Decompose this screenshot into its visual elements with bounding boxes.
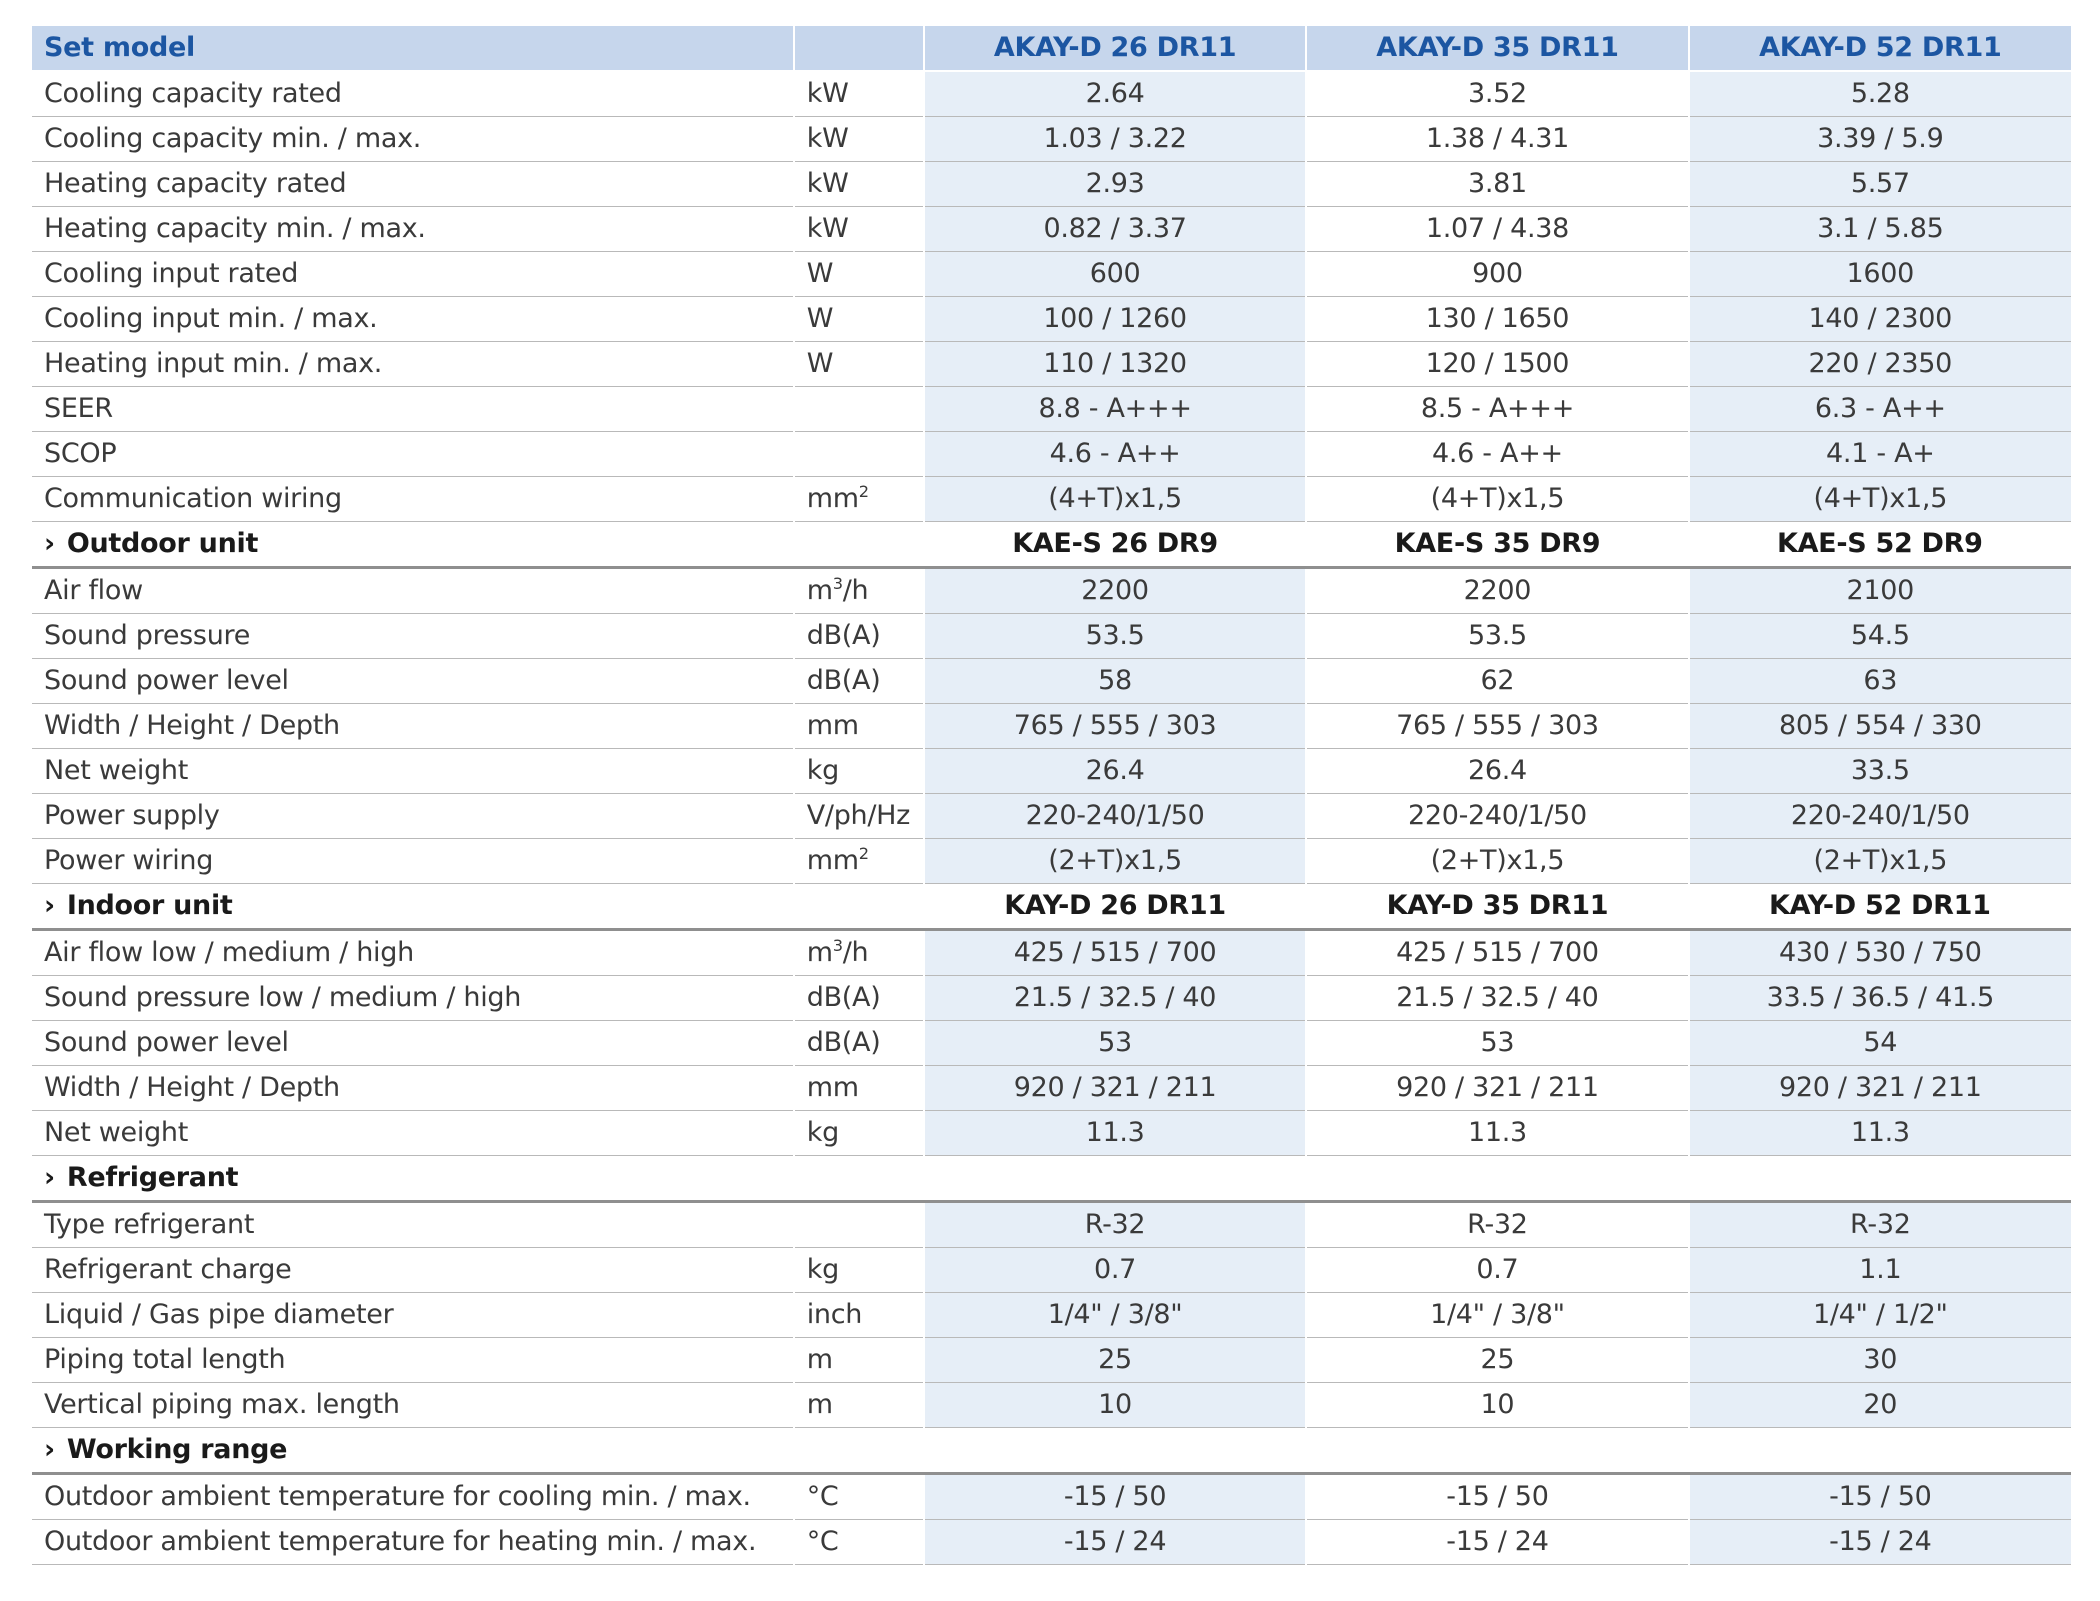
communication-wiring-value-2: (4+T)x1,5: [1306, 477, 1688, 522]
communication-wiring-value-1: (4+T)x1,5: [924, 477, 1306, 522]
heating-capacity-min-max-label: Heating capacity min. / max.: [44, 213, 426, 244]
refrigerant-charge-label-cell: [32, 1248, 794, 1293]
cooling-capacity-rated-label-cell: [32, 71, 794, 117]
heating-capacity-min-max-label-cell: [32, 207, 794, 252]
heating-capacity-min-max-value-2: 1.07 / 4.38: [1306, 207, 1688, 252]
power-wiring-label-cell: [32, 839, 794, 884]
outdoor-temp-heating-value-1: -15 / 24: [924, 1520, 1306, 1565]
power-wiring-unit-cell: [794, 839, 924, 884]
row-heating-input-min-max: [32, 342, 2071, 387]
outdoor-sound-power-level-label: Sound power level: [44, 665, 289, 696]
row-outdoor-net-weight: [32, 749, 2071, 794]
outdoor-temp-cooling-unit-cell: [794, 1474, 924, 1520]
cooling-capacity-min-max-value-1: 1.03 / 3.22: [924, 117, 1306, 162]
indoor-net-weight-label-cell: [32, 1111, 794, 1156]
spec-table: [32, 26, 2071, 1565]
outdoor-dimensions-value-1: 765 / 555 / 303: [924, 704, 1306, 749]
section-refrigerant: [32, 1156, 2071, 1202]
indoor-sound-power-level-label-cell: [32, 1021, 794, 1066]
outdoor-temp-heating-label-cell: [32, 1520, 794, 1565]
outdoor-net-weight-unit-cell: [794, 749, 924, 794]
type-refrigerant-unit-cell: [794, 1202, 924, 1248]
heating-input-min-max-label: Heating input min. / max.: [44, 348, 383, 379]
row-vertical-piping-max-length: [32, 1383, 2071, 1428]
piping-total-length-unit-cell: [794, 1338, 924, 1383]
indoor-sound-power-level-unit-cell: [794, 1021, 924, 1066]
pipe-diameter-label-cell: [32, 1293, 794, 1338]
heating-capacity-min-max-value-1: 0.82 / 3.37: [924, 207, 1306, 252]
outdoor-dimensions-value-3: 805 / 554 / 330: [1689, 704, 2071, 749]
row-heating-capacity-rated: [32, 162, 2071, 207]
outdoor-temp-cooling-value-1: -15 / 50: [924, 1474, 1306, 1520]
outdoor-sound-pressure-unit: dB(A): [806, 620, 881, 651]
row-indoor-sound-power-level: [32, 1021, 2071, 1066]
indoor-sound-pressure-label: Sound pressure low / medium / high: [44, 982, 522, 1013]
outdoor-temp-cooling-value-3: -15 / 50: [1689, 1474, 2071, 1520]
outdoor-sound-pressure-label: Sound pressure: [44, 620, 251, 651]
outdoor-unit-value-1: KAE-S 26 DR9: [924, 522, 1306, 568]
outdoor-unit-unit-cell: [794, 522, 924, 568]
power-wiring-label: Power wiring: [44, 845, 214, 876]
outdoor-temp-cooling-unit: °C: [806, 1481, 839, 1512]
cooling-capacity-min-max-unit: kW: [806, 123, 849, 154]
outdoor-dimensions-unit: mm: [806, 710, 859, 741]
vertical-piping-max-length-value-1: 10: [924, 1383, 1306, 1428]
indoor-net-weight-value-1: 11.3: [924, 1111, 1306, 1156]
cooling-capacity-rated-label: Cooling capacity rated: [44, 78, 342, 109]
outdoor-sound-power-level-value-3: 63: [1689, 659, 2071, 704]
scop-unit-cell: [794, 432, 924, 477]
indoor-sound-power-level-unit: dB(A): [806, 1027, 881, 1058]
working-range-label: Working range: [66, 1434, 288, 1465]
cooling-input-min-max-value-3: 140 / 2300: [1689, 297, 2071, 342]
piping-total-length-unit: m: [806, 1344, 833, 1375]
cooling-input-rated-unit-cell: [794, 252, 924, 297]
refrigerant-value-2: [1306, 1156, 1688, 1202]
cooling-capacity-min-max-label: Cooling capacity min. / max.: [44, 123, 422, 154]
cooling-input-min-max-unit: W: [806, 303, 834, 334]
row-communication-wiring: [32, 477, 2071, 522]
outdoor-sound-pressure-value-2: 53.5: [1306, 614, 1688, 659]
outdoor-air-flow-value-3: 2100: [1689, 568, 2071, 614]
outdoor-temp-heating-unit-cell: [794, 1520, 924, 1565]
chevron-right-icon: ›: [44, 1162, 55, 1193]
outdoor-dimensions-label-cell: [32, 704, 794, 749]
row-outdoor-temp-cooling: [32, 1474, 2071, 1520]
outdoor-net-weight-value-1: 26.4: [924, 749, 1306, 794]
indoor-air-flow-label: Air flow low / medium / high: [44, 937, 414, 968]
indoor-unit-value-3: KAY-D 52 DR11: [1689, 884, 2071, 930]
communication-wiring-unit-cell: [794, 477, 924, 522]
power-supply-unit: V/ph/Hz: [806, 800, 911, 831]
indoor-sound-power-level-value-2: 53: [1306, 1021, 1688, 1066]
indoor-air-flow-unit-tail: /h: [842, 937, 869, 968]
indoor-sound-pressure-value-1: 21.5 / 32.5 / 40: [924, 976, 1306, 1021]
section-indoor-unit: [32, 884, 2071, 930]
power-wiring-value-3: (2+T)x1,5: [1689, 839, 2071, 884]
outdoor-air-flow-unit-tail: /h: [842, 575, 869, 606]
outdoor-sound-power-level-unit-cell: [794, 659, 924, 704]
refrigerant-label: Refrigerant: [66, 1162, 239, 1193]
communication-wiring-unit-sup: 2: [858, 482, 869, 501]
outdoor-net-weight-value-3: 33.5: [1689, 749, 2071, 794]
type-refrigerant-label-cell: [32, 1202, 794, 1248]
power-wiring-unit: mm: [806, 845, 859, 876]
cooling-input-min-max-value-1: 100 / 1260: [924, 297, 1306, 342]
cooling-capacity-rated-value-3: 5.28: [1689, 71, 2071, 117]
indoor-air-flow-value-2: 425 / 515 / 700: [1306, 930, 1688, 976]
scop-value-1: 4.6 - A++: [924, 432, 1306, 477]
outdoor-unit-label: Outdoor unit: [66, 528, 259, 559]
power-wiring-value-2: (2+T)x1,5: [1306, 839, 1688, 884]
seer-unit-cell: [794, 387, 924, 432]
row-outdoor-air-flow: [32, 568, 2071, 614]
outdoor-net-weight-label: Net weight: [44, 755, 189, 786]
heating-input-min-max-unit-cell: [794, 342, 924, 387]
refrigerant-value-3: [1689, 1156, 2071, 1202]
outdoor-temp-heating-unit: °C: [806, 1526, 839, 1557]
indoor-dimensions-value-3: 920 / 321 / 211: [1689, 1066, 2071, 1111]
refrigerant-charge-value-2: 0.7: [1306, 1248, 1688, 1293]
heating-capacity-rated-value-2: 3.81: [1306, 162, 1688, 207]
indoor-net-weight-unit: kg: [806, 1117, 839, 1148]
working-range-unit-cell: [794, 1428, 924, 1474]
outdoor-sound-power-level-label-cell: [32, 659, 794, 704]
seer-label: SEER: [44, 393, 113, 424]
row-seer: [32, 387, 2071, 432]
chevron-right-icon: ›: [44, 528, 55, 559]
outdoor-dimensions-value-2: 765 / 555 / 303: [1306, 704, 1688, 749]
power-supply-value-1: 220-240/1/50: [924, 794, 1306, 839]
refrigerant-value-1: [924, 1156, 1306, 1202]
row-type-refrigerant: [32, 1202, 2071, 1248]
indoor-dimensions-value-1: 920 / 321 / 211: [924, 1066, 1306, 1111]
cooling-input-rated-value-1: 600: [924, 252, 1306, 297]
scop-label: SCOP: [44, 438, 117, 469]
outdoor-sound-pressure-label-cell: [32, 614, 794, 659]
refrigerant-charge-label: Refrigerant charge: [44, 1254, 292, 1285]
outdoor-unit-value-3: KAE-S 52 DR9: [1689, 522, 2071, 568]
heating-capacity-rated-label-cell: [32, 162, 794, 207]
row-refrigerant-charge: [32, 1248, 2071, 1293]
vertical-piping-max-length-label-cell: [32, 1383, 794, 1428]
refrigerant-charge-value-1: 0.7: [924, 1248, 1306, 1293]
seer-label-cell: [32, 387, 794, 432]
heating-capacity-rated-value-3: 5.57: [1689, 162, 2071, 207]
heating-capacity-min-max-unit-cell: [794, 207, 924, 252]
outdoor-air-flow-unit-sup: 3: [832, 574, 843, 593]
outdoor-net-weight-value-2: 26.4: [1306, 749, 1688, 794]
cooling-input-rated-unit: W: [806, 258, 834, 289]
heating-capacity-rated-unit: kW: [806, 168, 849, 199]
cooling-capacity-rated-unit: kW: [806, 78, 849, 109]
outdoor-sound-power-level-unit: dB(A): [806, 665, 881, 696]
piping-total-length-label-cell: [32, 1338, 794, 1383]
seer-value-3: 6.3 - A++: [1689, 387, 2071, 432]
indoor-sound-power-level-value-3: 54: [1689, 1021, 2071, 1066]
type-refrigerant-value-3: R-32: [1689, 1202, 2071, 1248]
cooling-input-rated-value-2: 900: [1306, 252, 1688, 297]
cooling-input-min-max-unit-cell: [794, 297, 924, 342]
refrigerant-charge-value-3: 1.1: [1689, 1248, 2071, 1293]
row-cooling-capacity-rated: [32, 71, 2071, 117]
type-refrigerant-label: Type refrigerant: [44, 1209, 255, 1240]
outdoor-temp-heating-value-3: -15 / 24: [1689, 1520, 2071, 1565]
vertical-piping-max-length-unit-cell: [794, 1383, 924, 1428]
heating-capacity-rated-unit-cell: [794, 162, 924, 207]
cooling-capacity-min-max-unit-cell: [794, 117, 924, 162]
model-col-1: AKAY-D 26 DR11: [924, 26, 1306, 71]
outdoor-sound-pressure-value-3: 54.5: [1689, 614, 2071, 659]
outdoor-temp-cooling-label: Outdoor ambient temperature for cooling min. / max.: [44, 1481, 751, 1512]
refrigerant-charge-unit: kg: [806, 1254, 839, 1285]
pipe-diameter-value-1: 1/4" / 3/8": [924, 1293, 1306, 1338]
indoor-air-flow-label-cell: [32, 930, 794, 976]
refrigerant-unit-cell: [794, 1156, 924, 1202]
power-supply-label-cell: [32, 794, 794, 839]
seer-value-1: 8.8 - A+++: [924, 387, 1306, 432]
spec-table-body: [32, 26, 2071, 1565]
indoor-unit-label: Indoor unit: [66, 890, 233, 921]
indoor-sound-pressure-unit-cell: [794, 976, 924, 1021]
outdoor-sound-pressure-unit-cell: [794, 614, 924, 659]
indoor-dimensions-value-2: 920 / 321 / 211: [1306, 1066, 1688, 1111]
heating-input-min-max-unit: W: [806, 348, 834, 379]
power-supply-label: Power supply: [44, 800, 220, 831]
refrigerant-charge-unit-cell: [794, 1248, 924, 1293]
scop-label-cell: [32, 432, 794, 477]
cooling-input-rated-label: Cooling input rated: [44, 258, 299, 289]
communication-wiring-unit: mm: [806, 483, 859, 514]
refrigerant-label-cell: [32, 1156, 794, 1202]
pipe-diameter-label: Liquid / Gas pipe diameter: [44, 1299, 394, 1330]
indoor-air-flow-unit-sup: 3: [832, 936, 843, 955]
pipe-diameter-value-2: 1/4" / 3/8": [1306, 1293, 1688, 1338]
row-outdoor-sound-power-level: [32, 659, 2071, 704]
outdoor-temp-heating-label: Outdoor ambient temperature for heating min. / max.: [44, 1526, 757, 1557]
piping-total-length-value-1: 25: [924, 1338, 1306, 1383]
scop-value-3: 4.1 - A+: [1689, 432, 2071, 477]
row-piping-total-length: [32, 1338, 2071, 1383]
seer-value-2: 8.5 - A+++: [1306, 387, 1688, 432]
outdoor-air-flow-value-1: 2200: [924, 568, 1306, 614]
heating-input-min-max-value-3: 220 / 2350: [1689, 342, 2071, 387]
type-refrigerant-value-1: R-32: [924, 1202, 1306, 1248]
row-scop: [32, 432, 2071, 477]
row-outdoor-dimensions: [32, 704, 2071, 749]
type-refrigerant-value-2: R-32: [1306, 1202, 1688, 1248]
power-supply-unit-cell: [794, 794, 924, 839]
vertical-piping-max-length-unit: m: [806, 1389, 833, 1420]
indoor-air-flow-value-1: 425 / 515 / 700: [924, 930, 1306, 976]
cooling-input-rated-value-3: 1600: [1689, 252, 2071, 297]
communication-wiring-label: Communication wiring: [44, 483, 342, 514]
outdoor-air-flow-label: Air flow: [44, 575, 143, 606]
row-cooling-input-min-max: [32, 297, 2071, 342]
pipe-diameter-unit: inch: [806, 1299, 863, 1330]
working-range-value-3: [1689, 1428, 2071, 1474]
piping-total-length-label: Piping total length: [44, 1344, 286, 1375]
outdoor-temp-cooling-value-2: -15 / 50: [1306, 1474, 1688, 1520]
row-cooling-input-rated: [32, 252, 2071, 297]
set-model-label: Set model: [32, 26, 794, 71]
working-range-value-2: [1306, 1428, 1688, 1474]
row-cooling-capacity-min-max: [32, 117, 2071, 162]
row-outdoor-temp-heating: [32, 1520, 2071, 1565]
communication-wiring-value-3: (4+T)x1,5: [1689, 477, 2071, 522]
outdoor-air-flow-label-cell: [32, 568, 794, 614]
indoor-sound-power-level-label: Sound power level: [44, 1027, 289, 1058]
indoor-air-flow-unit: m: [806, 937, 833, 968]
cooling-capacity-min-max-value-3: 3.39 / 5.9: [1689, 117, 2071, 162]
row-power-wiring: [32, 839, 2071, 884]
indoor-net-weight-unit-cell: [794, 1111, 924, 1156]
cooling-capacity-rated-value-2: 3.52: [1306, 71, 1688, 117]
chevron-right-icon: ›: [44, 1434, 55, 1465]
cooling-capacity-min-max-value-2: 1.38 / 4.31: [1306, 117, 1688, 162]
outdoor-sound-pressure-value-1: 53.5: [924, 614, 1306, 659]
section-working-range: [32, 1428, 2071, 1474]
indoor-sound-pressure-label-cell: [32, 976, 794, 1021]
row-indoor-dimensions: [32, 1066, 2071, 1111]
row-indoor-air-flow: [32, 930, 2071, 976]
outdoor-net-weight-unit: kg: [806, 755, 839, 786]
vertical-piping-max-length-value-3: 20: [1689, 1383, 2071, 1428]
power-supply-value-2: 220-240/1/50: [1306, 794, 1688, 839]
cooling-capacity-rated-unit-cell: [794, 71, 924, 117]
indoor-sound-power-level-value-1: 53: [924, 1021, 1306, 1066]
indoor-net-weight-value-3: 11.3: [1689, 1111, 2071, 1156]
cooling-capacity-min-max-label-cell: [32, 117, 794, 162]
piping-total-length-value-3: 30: [1689, 1338, 2071, 1383]
outdoor-air-flow-value-2: 2200: [1306, 568, 1688, 614]
working-range-label-cell: [32, 1428, 794, 1474]
outdoor-dimensions-unit-cell: [794, 704, 924, 749]
cooling-input-rated-label-cell: [32, 252, 794, 297]
outdoor-air-flow-unit: m: [806, 575, 833, 606]
row-outdoor-sound-pressure: [32, 614, 2071, 659]
indoor-air-flow-unit-cell: [794, 930, 924, 976]
vertical-piping-max-length-label: Vertical piping max. length: [44, 1389, 400, 1420]
model-col-3: AKAY-D 52 DR11: [1689, 26, 2071, 71]
cooling-input-min-max-label-cell: [32, 297, 794, 342]
indoor-sound-pressure-unit: dB(A): [806, 982, 881, 1013]
outdoor-temp-heating-value-2: -15 / 24: [1306, 1520, 1688, 1565]
indoor-unit-label-cell: [32, 884, 794, 930]
indoor-unit-value-1: KAY-D 26 DR11: [924, 884, 1306, 930]
communication-wiring-label-cell: [32, 477, 794, 522]
cooling-input-min-max-value-2: 130 / 1650: [1306, 297, 1688, 342]
outdoor-unit-value-2: KAE-S 35 DR9: [1306, 522, 1688, 568]
outdoor-air-flow-unit-cell: [794, 568, 924, 614]
cooling-capacity-rated-value-1: 2.64: [924, 71, 1306, 117]
header-unit-cell: [794, 26, 924, 71]
pipe-diameter-value-3: 1/4" / 1/2": [1689, 1293, 2071, 1338]
power-supply-value-3: 220-240/1/50: [1689, 794, 2071, 839]
indoor-dimensions-label: Width / Height / Depth: [44, 1072, 340, 1103]
row-indoor-net-weight: [32, 1111, 2071, 1156]
indoor-dimensions-unit: mm: [806, 1072, 859, 1103]
outdoor-sound-power-level-value-2: 62: [1306, 659, 1688, 704]
indoor-sound-pressure-value-3: 33.5 / 36.5 / 41.5: [1689, 976, 2071, 1021]
heating-input-min-max-label-cell: [32, 342, 794, 387]
heating-capacity-rated-label: Heating capacity rated: [44, 168, 347, 199]
power-wiring-unit-sup: 2: [858, 844, 869, 863]
section-outdoor-unit: [32, 522, 2071, 568]
row-indoor-sound-pressure: [32, 976, 2071, 1021]
power-wiring-value-1: (2+T)x1,5: [924, 839, 1306, 884]
heating-input-min-max-value-1: 110 / 1320: [924, 342, 1306, 387]
working-range-value-1: [924, 1428, 1306, 1474]
indoor-sound-pressure-value-2: 21.5 / 32.5 / 40: [1306, 976, 1688, 1021]
heating-capacity-rated-value-1: 2.93: [924, 162, 1306, 207]
outdoor-sound-power-level-value-1: 58: [924, 659, 1306, 704]
piping-total-length-value-2: 25: [1306, 1338, 1688, 1383]
cooling-input-min-max-label: Cooling input min. / max.: [44, 303, 378, 334]
indoor-net-weight-value-2: 11.3: [1306, 1111, 1688, 1156]
row-heating-capacity-min-max: [32, 207, 2071, 252]
vertical-piping-max-length-value-2: 10: [1306, 1383, 1688, 1428]
indoor-air-flow-value-3: 430 / 530 / 750: [1689, 930, 2071, 976]
heating-capacity-min-max-unit: kW: [806, 213, 849, 244]
heating-input-min-max-value-2: 120 / 1500: [1306, 342, 1688, 387]
heating-capacity-min-max-value-3: 3.1 / 5.85: [1689, 207, 2071, 252]
row-power-supply: [32, 794, 2071, 839]
model-col-2: AKAY-D 35 DR11: [1306, 26, 1688, 71]
outdoor-temp-cooling-label-cell: [32, 1474, 794, 1520]
indoor-unit-value-2: KAY-D 35 DR11: [1306, 884, 1688, 930]
header-row: [32, 26, 2071, 71]
outdoor-net-weight-label-cell: [32, 749, 794, 794]
indoor-unit-unit-cell: [794, 884, 924, 930]
outdoor-unit-label-cell: [32, 522, 794, 568]
scop-value-2: 4.6 - A++: [1306, 432, 1688, 477]
indoor-dimensions-unit-cell: [794, 1066, 924, 1111]
indoor-dimensions-label-cell: [32, 1066, 794, 1111]
chevron-right-icon: ›: [44, 890, 55, 921]
row-pipe-diameter: [32, 1293, 2071, 1338]
indoor-net-weight-label: Net weight: [44, 1117, 189, 1148]
pipe-diameter-unit-cell: [794, 1293, 924, 1338]
outdoor-dimensions-label: Width / Height / Depth: [44, 710, 340, 741]
